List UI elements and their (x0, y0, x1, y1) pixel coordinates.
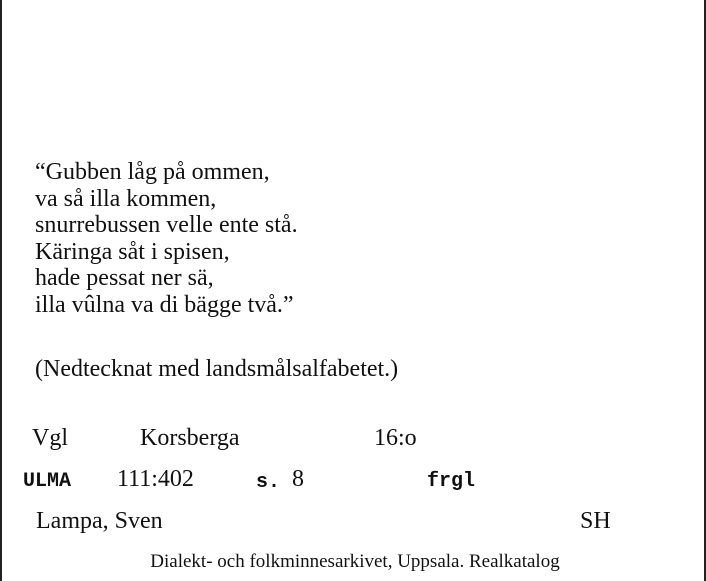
verse-line-2: va så illa kommen, (35, 185, 217, 212)
verse-line-4: Käringa såt i spisen, (35, 238, 230, 265)
category-code: frgl (427, 470, 476, 493)
page-number: 8 (292, 466, 304, 492)
recorder-initials: SH (580, 508, 611, 534)
recorder-name: Lampa, Sven (36, 508, 163, 534)
page-label: s. (256, 471, 281, 494)
archive-record-number: 111:402 (117, 466, 194, 492)
archive-footer: Dialekt- och folkminnesarkivet, Uppsala. Realkatalog (150, 551, 560, 572)
entry-number: 16:o (374, 425, 417, 451)
verse-line-3: snurrebussen velle ente stå. (35, 212, 298, 238)
verse-line-5: hade pessat ner sä, (35, 265, 214, 291)
transcription-note: (Nedtecknat med landsmålsalfabetet.) (35, 356, 399, 382)
verse-line-1: “Gubben låg på ommen, (35, 159, 270, 185)
verse-line-6: illa vûlna va di bägge två.” (35, 291, 294, 318)
parish-name: Korsberga (140, 425, 240, 451)
verse-text (35, 159, 298, 318)
archive-code: ULMA (23, 470, 72, 493)
province-code: Vgl (32, 425, 68, 451)
